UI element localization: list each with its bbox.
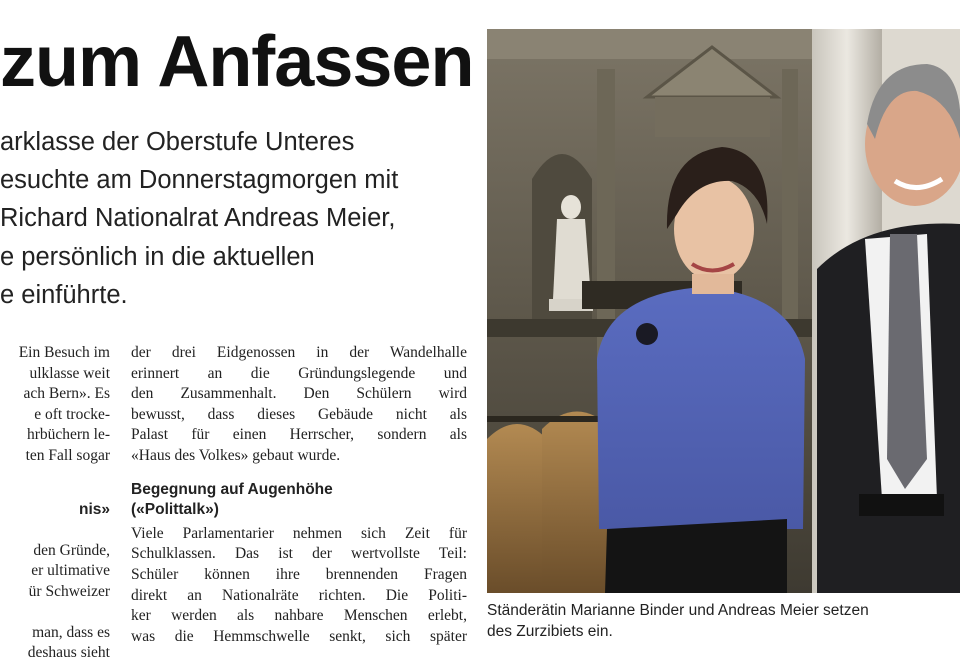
body-line: deshaus sieht [27, 644, 110, 662]
body-line: den Gründe, [33, 541, 110, 559]
body-line: ker werden als nahbare Menschen erlebt, [131, 607, 467, 625]
lead-line: e einführte. [0, 280, 128, 309]
article-column-1 [0, 343, 110, 664]
subheading: nis» [78, 501, 110, 519]
lead-line: esuchte am Donnerstagmorgen mit [0, 166, 399, 195]
lead-line: e persönlich in die aktuellen [0, 242, 315, 271]
subheading: Begegnung auf Augenhöhe [131, 480, 333, 498]
article-headline: zum Anfassen [0, 22, 474, 102]
body-line: ach Bern». Es [23, 385, 110, 403]
body-line: man, dass es [32, 623, 110, 641]
subheading: («Polittalk») [131, 501, 219, 519]
lead-line: Richard Nationalrat Andreas Meier, [0, 204, 396, 233]
body-line: ulklasse weit [29, 364, 110, 382]
article-column-2 [131, 343, 467, 647]
body-line: er ultimative [31, 562, 110, 580]
body-line: was die Hemmschwelle senkt, sich später [131, 627, 467, 645]
photo-caption [487, 600, 960, 642]
body-line: direkt an Nationalräte richten. Die Politi- [131, 586, 467, 604]
photo-illustration [487, 29, 960, 593]
caption-line: Ständerätin Marianne Binder und Andreas Meier setzen [487, 602, 869, 619]
body-line: Schüler können ihre brennenden Fragen [131, 565, 467, 583]
body-line: Ein Besuch im [18, 344, 110, 361]
body-line: hrbüchern le- [26, 426, 110, 444]
body-line: bewusst, dass dieses Gebäude nicht als [131, 405, 467, 423]
body-line: ür Schweizer [28, 582, 110, 600]
body-line: Palast für einen Herrscher, sondern als [131, 426, 467, 444]
body-line: «Haus des Volkes» gebaut wurde. [131, 446, 341, 464]
body-line: Schulklassen. Das ist der wertvollste Teil: [131, 545, 467, 563]
body-line: ten Fall sogar [25, 446, 110, 464]
body-line: e oft trocke- [34, 405, 110, 423]
article-lead [0, 123, 470, 314]
lead-line: arklasse der Oberstufe Unteres [0, 128, 355, 156]
body-line: der drei Eidgenossen in der Wandelhalle [131, 344, 467, 361]
body-line: den Zusammenhalt. Den Schülern wird [131, 385, 467, 403]
body-line: erinnert an die Gründungslegende und [131, 364, 467, 382]
caption-line: des Zurzibiets ein. [487, 623, 613, 640]
body-line: Viele Parlamentarier nehmen sich Zeit für [131, 524, 467, 542]
article-photo [487, 29, 960, 593]
